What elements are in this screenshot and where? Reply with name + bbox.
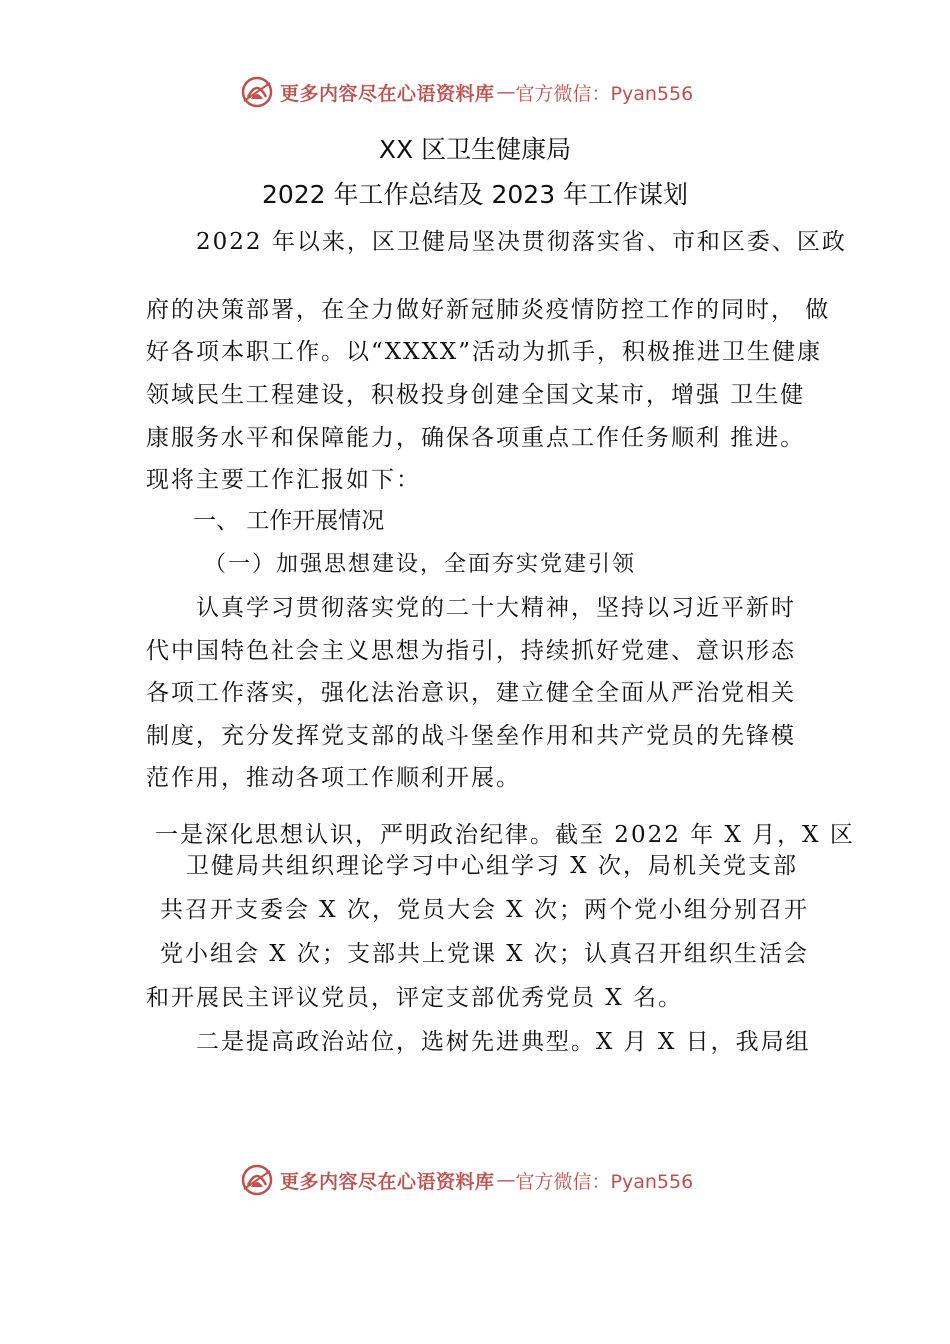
intro-line: 领域民生工程建设，积极投身创建全国文某市，增强 卫生健 <box>146 382 806 408</box>
body-line: 范作用，推动各项工作顺利开展。 <box>146 765 521 791</box>
body-line: 各项工作落实，强化法治意识，建立健全全面从严治党相关 <box>146 680 796 706</box>
intro-line: 2022 年以来，区卫健局坚决贯彻落实省、市和区委、区政 <box>196 229 847 255</box>
item-line: 党小组会 X 次；支部共上党课 X 次；认真召开组织生活会 <box>160 941 809 967</box>
subsection-heading: （一）加强思想建设，全面夯实党建引领 <box>204 552 637 577</box>
document-title: XX 区卫生健康局 <box>378 135 572 164</box>
watermark-banner-bottom <box>240 1160 693 1200</box>
section-heading: 一、 工作开展情况 <box>193 508 385 534</box>
body-line: 制度，充分发挥党支部的战斗堡垒作用和共产党员的先锋模 <box>146 723 796 749</box>
lotus-seal-logo-icon <box>240 75 274 109</box>
watermark-text: 更多内容尽在心语资料库 <box>280 82 495 105</box>
item-line: 卫健局共组织理论学习中心组学习 X 次，局机关党支部 <box>186 853 798 879</box>
body-line: 认真学习贯彻落实党的二十大精神，坚持以习近平新时 <box>196 595 796 621</box>
intro-line: 现将主要工作汇报如下： <box>146 467 421 493</box>
item-line: 一是深化思想认识，严明政治纪律。截至 2022 年 X 月，X 区 <box>155 822 855 848</box>
item-line: 二是提高政治站位，选树先进典型。X 月 X 日，我局组 <box>196 1029 811 1055</box>
item-line: 和开展民主评议党员，评定支部优秀党员 X 名。 <box>146 985 683 1011</box>
body-line: 代中国特色社会主义思想为指引，持续抓好党建、意识形态 <box>146 638 796 664</box>
watermark-separator: — <box>496 81 516 103</box>
watermark-wechat: 官方微信：Pyan556 <box>515 1170 694 1193</box>
lotus-seal-logo-icon <box>240 1163 274 1197</box>
watermark-separator: — <box>496 1169 516 1191</box>
watermark-banner-top <box>240 72 693 112</box>
document-subtitle: 2022 年工作总结及 2023 年工作谋划 <box>261 180 689 209</box>
item-line: 共召开支委会 X 次，党员大会 X 次；两个党小组分别召开 <box>160 897 809 923</box>
intro-line: 康服务水平和保障能力，确保各项重点工作任务顺利 推进。 <box>146 425 806 451</box>
intro-line: 好各项本职工作。以“XXXX”活动为抓手，积极推进卫生健康 <box>146 339 823 365</box>
intro-line: 府的决策部署，在全力做好新冠肺炎疫情防控工作的同时， 做 <box>146 297 831 323</box>
watermark-wechat: 官方微信：Pyan556 <box>515 82 694 105</box>
watermark-text: 更多内容尽在心语资料库 <box>280 1170 495 1193</box>
